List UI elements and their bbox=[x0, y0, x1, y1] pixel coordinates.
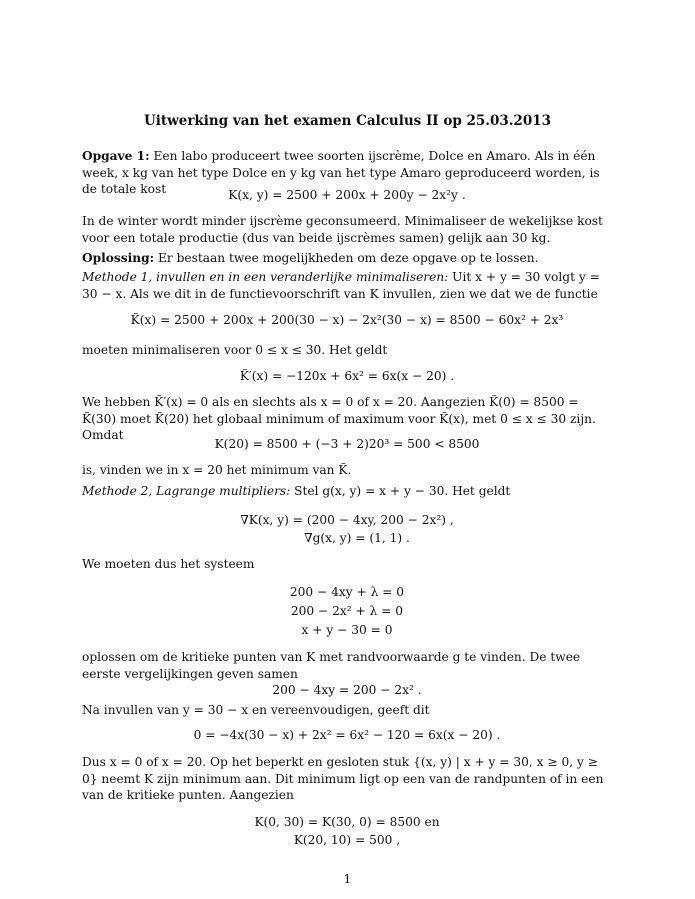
page-number: 1 bbox=[343, 872, 352, 886]
solution-paragraph bbox=[82, 250, 612, 267]
method2-text-3: oplossen om de kritieke punten van K met randvoorwaarde g te vinden. De twee eerste vergelijkingen geven samen bbox=[82, 650, 581, 681]
problem-text-1: Een labo produceert twee soorten ijscrème, Dolce en Amaro. Als in één week, x kg van het type Dolce en y kg van het type Amaro geproduceerd worden, is de totale kost bbox=[82, 149, 600, 196]
gradient-k-equation: ∇K(x, y) = (200 − 4xy, 200 − 2x²) , bbox=[240, 513, 454, 527]
solution-intro: Er bestaan twee mogelijkheden om deze opgave op te lossen. bbox=[154, 251, 539, 265]
method2-text-2: We moeten dus het systeem bbox=[82, 557, 255, 571]
method2-equation-4: 200 − 4xy = 200 − 2x² . bbox=[272, 683, 422, 697]
solution-label: Oplossing: bbox=[82, 251, 155, 265]
system-equation-1: 200 − 4xy + λ = 0 bbox=[289, 585, 405, 599]
method1-equation-1: K̃(x) = 2500 + 200x + 200(30 − x) − 2x²(30 − x) = 8500 − 60x² + 2x³ bbox=[130, 313, 564, 327]
method1-text-4: is, vinden we in x = 20 het minimum van K̃. bbox=[82, 463, 352, 477]
method2-equation-7: K(20, 10) = 500 , bbox=[293, 833, 401, 847]
method2-text-1: Stel g(x, y) = x + y − 30. Het geldt bbox=[290, 484, 511, 498]
method1-equation-3: K(20) = 8500 + (−3 + 2)20³ = 500 < 8500 bbox=[214, 437, 480, 451]
document-title: Uitwerking van het examen Calculus II op 25.03.2013 bbox=[143, 113, 552, 129]
method1-text-2: moeten minimaliseren voor 0 ≤ x ≤ 30. Het geldt bbox=[82, 343, 388, 357]
method1-text-3: We hebben K̃′(x) = 0 als en slechts als x = 0 of x = 20. Aangezien K̃(0) = 8500 = K̃(30) moet K̃(20) het globaal minimum of maximum voor K̃(x), met 0 ≤ x ≤ 30 zijn. Omdat bbox=[82, 395, 596, 442]
problem-label: Opgave 1: bbox=[82, 149, 150, 163]
system-equation-3: x + y − 30 = 0 bbox=[301, 623, 393, 637]
problem-text-2: In de winter wordt minder ijscrème geconsumeerd. Minimaliseer de wekelijkse kost voor een totale productie (dus van beide ijscrèmes samen) gelijk aan 30 kg. bbox=[82, 214, 603, 245]
method2-text-5: Dus x = 0 of x = 20. Op het beperkt en gesloten stuk {(x, y) | x + y = 30, x ≥ 0, y ≥ 0} neemt K zijn minimum aan. Dit minimum ligt op een van de randpunten of in een van de kritieke punten. Aangezien bbox=[82, 755, 604, 802]
method1-equation-2: K̃′(x) = −120x + 6x² = 6x(x − 20) . bbox=[239, 369, 455, 383]
method1-label: Methode 1, invullen en in een veranderlijke minimaliseren: bbox=[82, 270, 449, 284]
system-equation-2: 200 − 2x² + λ = 0 bbox=[290, 604, 404, 618]
method2-paragraph bbox=[82, 483, 612, 500]
method1-paragraph bbox=[82, 269, 612, 302]
gradient-g-equation: ∇g(x, y) = (1, 1) . bbox=[304, 531, 410, 545]
method1-text-1: Uit x + y = 30 volgt y = 30 − x. Als we dit in de functievoorschrift van K invullen, zien we dat we de functie bbox=[82, 270, 600, 301]
method2-equation-5: 0 = −4x(30 − x) + 2x² = 6x² − 120 = 6x(x − 20) . bbox=[193, 728, 501, 742]
method2-label: Methode 2, Lagrange multipliers: bbox=[82, 484, 291, 498]
method2-text-4: Na invullen van y = 30 − x en vereenvoudigen, geeft dit bbox=[82, 703, 430, 717]
cost-equation: K(x, y) = 2500 + 200x + 200y − 2x²y . bbox=[228, 188, 466, 202]
method2-equation-6: K(0, 30) = K(30, 0) = 8500 en bbox=[254, 815, 440, 829]
